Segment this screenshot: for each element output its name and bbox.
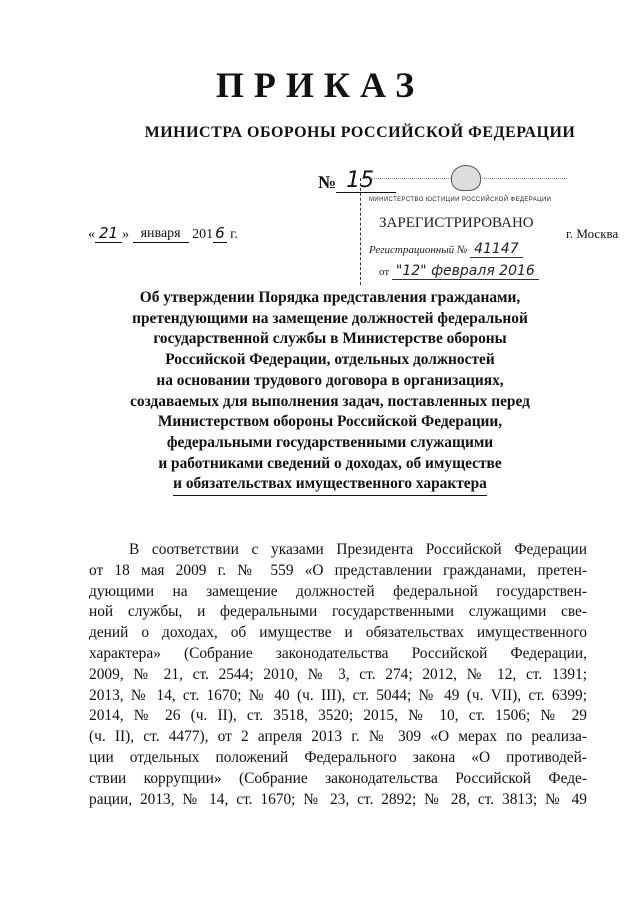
body-line: ной службы, и федеральными государственными служащими све- [89, 603, 587, 621]
body-line: дующими на замещение должностей федеральной государствен- [89, 582, 587, 600]
stamp-date-value: "12" февраля 2016 [392, 263, 539, 280]
heading-line: Об утверждении Порядка представления гражданами, [139, 289, 521, 306]
date-year-prefix: 201 [192, 227, 214, 242]
date-suffix: г. [230, 227, 238, 242]
heading-line: претендующими на замещение должностей федеральной [132, 309, 528, 327]
body-line: В соответствии с указами Президента Российской Федерации [129, 541, 587, 558]
document-title: ПРИКАЗ [215, 65, 425, 105]
stamp-number-label: Регистрационный № [369, 244, 468, 256]
heading-line: Российской Федерации, отдельных должностей [165, 351, 495, 369]
body-line: рации, 2013, № 14, ст. 1670; № 23, ст. 2892; № 28, ст. 3813; № 49 [89, 790, 587, 808]
body-line: дений о доходах, об имуществе и обязательствах имущественного [89, 624, 587, 642]
document-issuer: МИНИСТРА ОБОРОНЫ РОССИЙСКОЙ ФЕДЕРАЦИИ [144, 124, 576, 141]
body-line: (ч. II), ст. 4477), от 2 апреля 2013 г. № 309 «О мерах по реализа- [89, 728, 587, 746]
stamp-number-value: 41147 [470, 241, 523, 258]
body-line: 2009, № 21, ст. 2544; 2010, № 3, ст. 274; 2012, № 12, ст. 1391; [89, 665, 587, 683]
order-date [88, 224, 238, 243]
stamp-registration-date [379, 263, 539, 279]
heading-line: Министерством обороны Российской Федерации, [157, 413, 503, 431]
stamp-status: ЗАРЕГИСТРИРОВАНО [379, 215, 534, 231]
coat-of-arms-icon [451, 165, 481, 191]
heading-line: государственной службы в Министерстве обороны [153, 330, 507, 348]
body-line: 2013, № 14, ст. 1670; № 40 (ч. III), ст. 5044; № 49 (ч. VII), ст. 6399; [89, 686, 587, 704]
stamp-date-label: от [379, 266, 390, 278]
order-heading [104, 288, 556, 496]
order-number-prefix: № [318, 172, 337, 192]
heading-line: создаваемых для выполнения задач, поставленных перед [130, 392, 530, 410]
stamp-registration-number [369, 241, 523, 257]
body-line: характера» (Собрание законодательства Российской Федерации, [89, 644, 587, 662]
body-line: ции отдельных положений Федерального закона «О противодей- [89, 748, 587, 766]
body-line: от 18 мая 2009 г. № 559 «О представлении гражданами, претен- [89, 561, 587, 579]
heading-line: на основании трудового договора в организациях, [156, 371, 504, 389]
order-body [89, 540, 587, 810]
date-year-last: 6 [215, 224, 225, 242]
stamp-ministry: МИНИСТЕРСТВО ЮСТИЦИИ РОССИЙСКОЙ ФЕДЕРАЦИИ [369, 197, 552, 203]
date-close-quote: » [122, 227, 130, 242]
document-city: г. Москва [566, 226, 619, 241]
date-open-quote: « [88, 227, 95, 242]
heading-line: и работниками сведений о доходах, об имуществе [158, 454, 502, 472]
order-number-value: 15 [336, 170, 396, 193]
heading-line: и обязательствах имущественного характера [173, 474, 487, 496]
body-line: 2014, № 26 (ч. II), ст. 3518, 3520; 2015, № 10, ст. 1506; № 29 [89, 707, 587, 725]
body-line: ствии коррупции» (Собрание законодательства Российской Феде- [89, 769, 587, 787]
heading-line: федеральными государственными служащими [166, 433, 494, 451]
date-month: января [133, 226, 189, 243]
date-day: 21 [95, 224, 122, 243]
registration-stamp [360, 178, 567, 285]
